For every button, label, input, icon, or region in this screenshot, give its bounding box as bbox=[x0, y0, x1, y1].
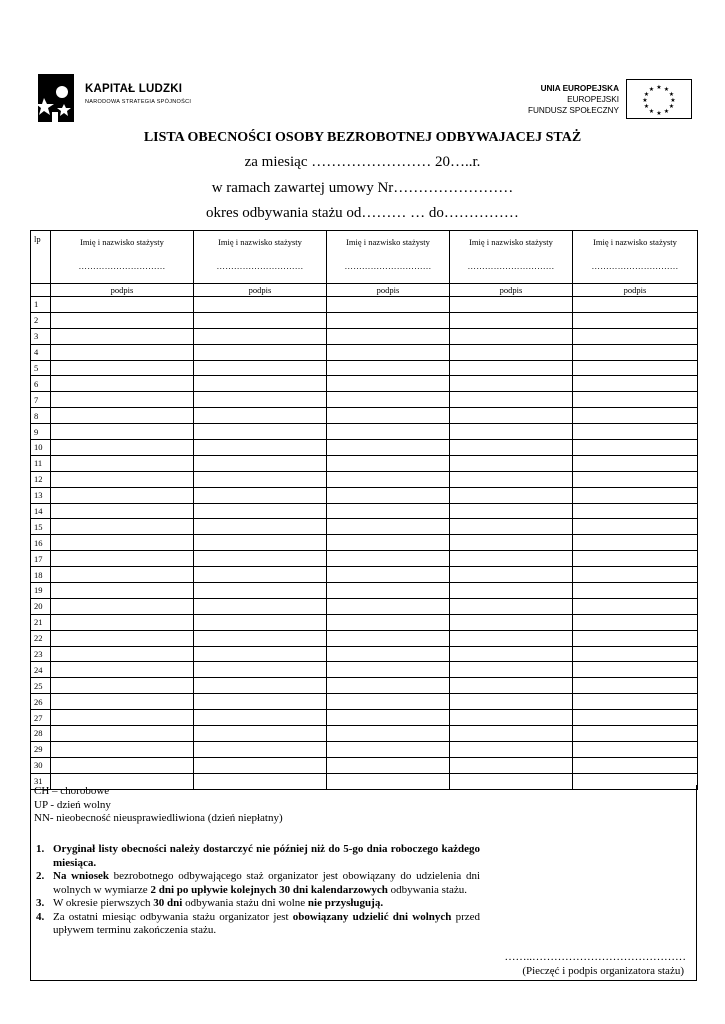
signature-cell[interactable] bbox=[450, 583, 573, 599]
signature-cell[interactable] bbox=[327, 726, 450, 742]
day-number: 23 bbox=[31, 646, 51, 662]
note-item bbox=[34, 897, 480, 911]
day-number: 10 bbox=[31, 440, 51, 456]
signature-cell[interactable] bbox=[194, 440, 327, 456]
footer-box bbox=[30, 785, 697, 981]
table-row bbox=[31, 757, 698, 773]
signature-cell[interactable] bbox=[194, 598, 327, 614]
signature-cell[interactable] bbox=[450, 757, 573, 773]
signature-cell[interactable] bbox=[573, 455, 698, 471]
note-text: przed upływem terminu zakończenia stażu. bbox=[53, 910, 480, 936]
signature-cell[interactable] bbox=[450, 678, 573, 694]
name-label: Imię i nazwisko stażysty bbox=[593, 237, 677, 247]
day-number: 27 bbox=[31, 710, 51, 726]
note-number: 2. bbox=[36, 870, 45, 882]
eu-logo bbox=[514, 79, 692, 119]
signature-cell[interactable] bbox=[194, 710, 327, 726]
note-text: obowiązany udzielić dni wolnych bbox=[292, 910, 452, 923]
signature-cell[interactable] bbox=[573, 503, 698, 519]
signature-cell[interactable] bbox=[573, 646, 698, 662]
svg-text:★: ★ bbox=[643, 91, 650, 98]
signature-cell[interactable] bbox=[573, 424, 698, 440]
signature-cell[interactable] bbox=[194, 328, 327, 344]
signature-cell[interactable] bbox=[51, 424, 194, 440]
signature-cell[interactable] bbox=[194, 376, 327, 392]
signature-cell[interactable] bbox=[450, 487, 573, 503]
signature-cell[interactable] bbox=[194, 646, 327, 662]
table-row bbox=[31, 487, 698, 503]
table-row bbox=[31, 646, 698, 662]
signature-cell[interactable] bbox=[573, 567, 698, 583]
signature-cell[interactable] bbox=[194, 726, 327, 742]
lp-header: lp bbox=[31, 231, 51, 284]
note-text: odbywania stażu. bbox=[387, 883, 468, 896]
name-label: Imię i nazwisko stażysty bbox=[469, 237, 553, 247]
signature-cell[interactable] bbox=[51, 614, 194, 630]
signature-cell[interactable] bbox=[450, 535, 573, 551]
signature-cell[interactable] bbox=[573, 471, 698, 487]
signature-cell[interactable] bbox=[573, 726, 698, 742]
svg-text:★: ★ bbox=[656, 110, 662, 117]
signature-cell[interactable] bbox=[327, 757, 450, 773]
signature-cell[interactable] bbox=[573, 551, 698, 567]
table-row bbox=[31, 392, 698, 408]
signature-cell[interactable] bbox=[51, 455, 194, 471]
signature-cell[interactable] bbox=[51, 598, 194, 614]
table-row bbox=[31, 630, 698, 646]
table-row bbox=[31, 583, 698, 599]
signature-cell[interactable] bbox=[51, 583, 194, 599]
signature-cell[interactable] bbox=[450, 455, 573, 471]
table-row bbox=[31, 440, 698, 456]
signature-cell[interactable] bbox=[327, 376, 450, 392]
day-number: 20 bbox=[31, 598, 51, 614]
document-title: LISTA OBECNOŚCI OSOBY BEZROBOTNEJ ODBYWAJACEJ STAŻ bbox=[143, 130, 582, 145]
legend-item: UP - dzień wolny bbox=[34, 798, 111, 811]
signature-cell[interactable] bbox=[194, 471, 327, 487]
signature-cell[interactable] bbox=[51, 519, 194, 535]
signature-cell[interactable] bbox=[327, 440, 450, 456]
table-row bbox=[31, 376, 698, 392]
signature-cell[interactable] bbox=[51, 726, 194, 742]
signature-cell[interactable] bbox=[327, 392, 450, 408]
table-row bbox=[31, 567, 698, 583]
signature-header-row bbox=[31, 284, 698, 297]
svg-text:★: ★ bbox=[643, 103, 650, 110]
name-dots: ………………………… bbox=[78, 261, 166, 271]
month-line: za miesiąc …………………… 20…..r. bbox=[244, 154, 481, 170]
day-number: 15 bbox=[31, 519, 51, 535]
signature-cell[interactable] bbox=[450, 741, 573, 757]
signature-cell[interactable] bbox=[327, 519, 450, 535]
signature-cell[interactable] bbox=[327, 630, 450, 646]
signature-cell[interactable] bbox=[51, 471, 194, 487]
note-text: 30 dni bbox=[153, 897, 183, 909]
table-row bbox=[31, 344, 698, 360]
table-row bbox=[31, 694, 698, 710]
note-text: nie przysługują. bbox=[307, 897, 384, 909]
signature-cell[interactable] bbox=[573, 710, 698, 726]
signature-cell[interactable] bbox=[327, 503, 450, 519]
signature-cell[interactable] bbox=[573, 583, 698, 599]
note-item bbox=[34, 870, 480, 897]
signature-cell[interactable] bbox=[573, 678, 698, 694]
signature-cell[interactable] bbox=[450, 344, 573, 360]
day-number: 5 bbox=[31, 360, 51, 376]
podpis-header: podpis bbox=[573, 284, 698, 297]
signature-cell[interactable] bbox=[573, 297, 698, 313]
lp-sub-cell bbox=[31, 284, 51, 297]
signature-cell[interactable] bbox=[194, 583, 327, 599]
name-dots: ………………………… bbox=[344, 261, 432, 271]
table-row bbox=[31, 471, 698, 487]
table-row bbox=[31, 503, 698, 519]
note-item bbox=[34, 843, 480, 870]
day-number: 18 bbox=[31, 567, 51, 583]
day-number: 7 bbox=[31, 392, 51, 408]
signature-cell[interactable] bbox=[51, 312, 194, 328]
signature-cell[interactable] bbox=[51, 741, 194, 757]
table-row bbox=[31, 741, 698, 757]
signature-cell[interactable] bbox=[450, 551, 573, 567]
signature-cell[interactable] bbox=[327, 360, 450, 376]
signature-cell[interactable] bbox=[573, 376, 698, 392]
signature-cell[interactable] bbox=[450, 646, 573, 662]
signature-cell[interactable] bbox=[450, 297, 573, 313]
podpis-header: podpis bbox=[194, 284, 327, 297]
name-dots: ………………………… bbox=[467, 261, 555, 271]
note-number: 1. bbox=[36, 843, 45, 855]
name-dots: ………………………… bbox=[591, 261, 679, 271]
signature-cell[interactable] bbox=[194, 424, 327, 440]
signature-cell[interactable] bbox=[51, 757, 194, 773]
signature-cell[interactable] bbox=[450, 424, 573, 440]
table-row bbox=[31, 328, 698, 344]
signature-cell[interactable] bbox=[573, 694, 698, 710]
name-label: Imię i nazwisko stażysty bbox=[218, 237, 302, 247]
signature-cell[interactable] bbox=[51, 360, 194, 376]
svg-text:★: ★ bbox=[656, 84, 662, 91]
signature-cell[interactable] bbox=[327, 598, 450, 614]
signature-cell[interactable] bbox=[51, 408, 194, 424]
signature-cell[interactable] bbox=[327, 694, 450, 710]
signature-cell[interactable] bbox=[51, 630, 194, 646]
signature-cell[interactable] bbox=[51, 646, 194, 662]
table-row bbox=[31, 710, 698, 726]
signature-cell[interactable] bbox=[327, 535, 450, 551]
signature-cell[interactable] bbox=[450, 726, 573, 742]
day-number: 2 bbox=[31, 312, 51, 328]
signature-cell[interactable] bbox=[327, 424, 450, 440]
day-number: 14 bbox=[31, 503, 51, 519]
signature-cell[interactable] bbox=[194, 503, 327, 519]
table-row bbox=[31, 424, 698, 440]
signature-cell[interactable] bbox=[51, 710, 194, 726]
attendance-table bbox=[30, 230, 698, 790]
table-row bbox=[31, 455, 698, 471]
signature-cell[interactable] bbox=[194, 551, 327, 567]
svg-text:★: ★ bbox=[668, 103, 675, 110]
day-number: 11 bbox=[31, 455, 51, 471]
signature-cell[interactable] bbox=[327, 614, 450, 630]
signature-cell[interactable] bbox=[450, 440, 573, 456]
day-number: 24 bbox=[31, 662, 51, 678]
name-label: Imię i nazwisko stażysty bbox=[80, 237, 164, 247]
signature-line: ……..…………………………………… bbox=[504, 951, 686, 963]
signature-cell[interactable] bbox=[51, 328, 194, 344]
day-number: 25 bbox=[31, 678, 51, 694]
signature-cell[interactable] bbox=[51, 297, 194, 313]
signature-label: (Pieczęć i podpis organizatora stażu) bbox=[522, 965, 684, 977]
eu-line-2: EUROPEJSKI bbox=[567, 95, 619, 104]
signature-cell[interactable] bbox=[327, 297, 450, 313]
signature-cell[interactable] bbox=[194, 757, 327, 773]
note-text: 2 dni po upływie kolejnych 30 dni kalendarzowych bbox=[150, 883, 388, 896]
signature-cell[interactable] bbox=[194, 360, 327, 376]
note-text: Oryginał listy obecności należy dostarczyć nie później niż do 5-go dnia roboczego każdego miesiąca. bbox=[53, 843, 480, 869]
podpis-header: podpis bbox=[51, 284, 194, 297]
eu-text bbox=[528, 83, 619, 116]
signature-cell[interactable] bbox=[450, 630, 573, 646]
signature-cell[interactable] bbox=[327, 487, 450, 503]
signature-cell[interactable] bbox=[51, 551, 194, 567]
signature-cell[interactable] bbox=[573, 392, 698, 408]
table-row bbox=[31, 297, 698, 313]
table-row bbox=[31, 519, 698, 535]
signature-cell[interactable] bbox=[573, 440, 698, 456]
kapital-ludzki-subtitle: NARODOWA STRATEGIA SPÓJNOŚCI bbox=[85, 99, 192, 105]
signature-cell[interactable] bbox=[450, 567, 573, 583]
signature-cell[interactable] bbox=[573, 662, 698, 678]
signature-cell[interactable] bbox=[51, 376, 194, 392]
signature-cell[interactable] bbox=[194, 662, 327, 678]
signature-cell[interactable] bbox=[573, 408, 698, 424]
signature-cell[interactable] bbox=[573, 741, 698, 757]
eu-line-1: UNIA EUROPEJSKA bbox=[540, 84, 619, 93]
day-number: 21 bbox=[31, 614, 51, 630]
day-number: 16 bbox=[31, 535, 51, 551]
day-number: 22 bbox=[31, 630, 51, 646]
day-number: 3 bbox=[31, 328, 51, 344]
signature-cell[interactable] bbox=[450, 471, 573, 487]
name-label: Imię i nazwisko stażysty bbox=[346, 237, 430, 247]
eu-line-3: FUNDUSZ SPOŁECZNY bbox=[528, 106, 619, 115]
period-line: okres odbywania stażu od……… … do…………… bbox=[206, 205, 519, 221]
svg-text:★: ★ bbox=[648, 108, 655, 115]
eu-flag-icon bbox=[626, 79, 692, 119]
day-number: 29 bbox=[31, 741, 51, 757]
signature-cell[interactable] bbox=[573, 487, 698, 503]
signature-cell[interactable] bbox=[327, 678, 450, 694]
signature-cell[interactable] bbox=[450, 360, 573, 376]
signature-cell[interactable] bbox=[51, 344, 194, 360]
table-row bbox=[31, 598, 698, 614]
signature-cell[interactable] bbox=[194, 392, 327, 408]
signature-cell[interactable] bbox=[51, 535, 194, 551]
signature-cell[interactable] bbox=[450, 598, 573, 614]
day-number: 1 bbox=[31, 297, 51, 313]
signature-cell[interactable] bbox=[194, 614, 327, 630]
signature-cell[interactable] bbox=[51, 662, 194, 678]
signature-cell[interactable] bbox=[194, 297, 327, 313]
table-row bbox=[31, 312, 698, 328]
note-number: 4. bbox=[36, 910, 45, 923]
signature-cell[interactable] bbox=[51, 503, 194, 519]
signature-cell[interactable] bbox=[573, 519, 698, 535]
signature-cell[interactable] bbox=[450, 408, 573, 424]
signature-cell[interactable] bbox=[327, 408, 450, 424]
legend bbox=[34, 785, 283, 826]
signature-cell[interactable] bbox=[450, 614, 573, 630]
name-header-2 bbox=[194, 231, 327, 284]
signature-cell[interactable] bbox=[194, 678, 327, 694]
signature-cell[interactable] bbox=[450, 694, 573, 710]
svg-text:★: ★ bbox=[668, 91, 675, 98]
signature-cell[interactable] bbox=[194, 567, 327, 583]
signature-cell[interactable] bbox=[327, 710, 450, 726]
table-row bbox=[31, 678, 698, 694]
note-text: odbywania stażu dni wolne bbox=[182, 897, 308, 909]
svg-text:★: ★ bbox=[670, 97, 676, 104]
legend-item: CH – chorobowe bbox=[34, 785, 110, 797]
day-number: 28 bbox=[31, 726, 51, 742]
signature-cell[interactable] bbox=[327, 328, 450, 344]
signature-cell[interactable] bbox=[327, 551, 450, 567]
svg-text:★: ★ bbox=[663, 108, 670, 115]
signature-cell[interactable] bbox=[450, 710, 573, 726]
note-number: 3. bbox=[36, 897, 45, 909]
day-number: 6 bbox=[31, 376, 51, 392]
signature-cell[interactable] bbox=[194, 408, 327, 424]
signature-cell[interactable] bbox=[450, 662, 573, 678]
signature-cell[interactable] bbox=[194, 630, 327, 646]
signature-cell[interactable] bbox=[450, 519, 573, 535]
table-row bbox=[31, 360, 698, 376]
signature-cell[interactable] bbox=[327, 312, 450, 328]
table-row bbox=[31, 614, 698, 630]
signature-cell[interactable] bbox=[450, 312, 573, 328]
table-row bbox=[31, 726, 698, 742]
signature-cell[interactable] bbox=[573, 328, 698, 344]
note-text: bezrobotnego odbywającego staż organizator jest obowiązany do udzielenia dni wolnych w wymiarze bbox=[53, 870, 481, 896]
legend-item: NN- nieobecność nieusprawiedliwiona (dzień niepłatny) bbox=[34, 812, 283, 824]
signature-cell[interactable] bbox=[327, 567, 450, 583]
signature-cell[interactable] bbox=[194, 344, 327, 360]
name-header-1 bbox=[51, 231, 194, 284]
signature-cell[interactable] bbox=[194, 741, 327, 757]
note-item bbox=[34, 911, 480, 938]
signature-cell[interactable] bbox=[51, 487, 194, 503]
signature-cell[interactable] bbox=[573, 630, 698, 646]
signature-cell[interactable] bbox=[573, 757, 698, 773]
signature-cell[interactable] bbox=[194, 455, 327, 471]
day-number: 4 bbox=[31, 344, 51, 360]
signature-cell[interactable] bbox=[51, 392, 194, 408]
signature-cell[interactable] bbox=[327, 344, 450, 360]
signature-cell[interactable] bbox=[327, 583, 450, 599]
signature-cell[interactable] bbox=[327, 455, 450, 471]
signature-cell[interactable] bbox=[327, 662, 450, 678]
signature-cell[interactable] bbox=[51, 694, 194, 710]
kapital-ludzki-emblem-icon bbox=[38, 74, 82, 124]
kapital-ludzki-title: KAPITAŁ LUDZKI bbox=[85, 83, 183, 95]
table-row bbox=[31, 408, 698, 424]
day-number: 19 bbox=[31, 583, 51, 599]
signature-cell[interactable] bbox=[194, 487, 327, 503]
signature-cell[interactable] bbox=[573, 312, 698, 328]
day-number: 17 bbox=[31, 551, 51, 567]
header-row bbox=[31, 231, 698, 284]
podpis-header: podpis bbox=[327, 284, 450, 297]
signature-cell[interactable] bbox=[573, 598, 698, 614]
signature-cell[interactable] bbox=[327, 471, 450, 487]
signature-cell[interactable] bbox=[51, 567, 194, 583]
day-number: 26 bbox=[31, 694, 51, 710]
signature-cell[interactable] bbox=[194, 535, 327, 551]
signature-cell[interactable] bbox=[573, 344, 698, 360]
kapital-ludzki-logo bbox=[38, 74, 218, 124]
signature-cell[interactable] bbox=[573, 614, 698, 630]
signature-cell[interactable] bbox=[194, 312, 327, 328]
day-number: 30 bbox=[31, 757, 51, 773]
day-number: 31 bbox=[31, 773, 51, 789]
note-text: Za ostatni miesiąc odbywania stażu organizator jest bbox=[53, 910, 293, 923]
name-header-5 bbox=[573, 231, 698, 284]
notes-list bbox=[34, 843, 480, 938]
signature-cell[interactable] bbox=[327, 741, 450, 757]
day-number: 13 bbox=[31, 487, 51, 503]
signature-cell[interactable] bbox=[450, 376, 573, 392]
day-number: 9 bbox=[31, 424, 51, 440]
table-row bbox=[31, 551, 698, 567]
contract-line: w ramach zawartej umowy Nr…………………… bbox=[211, 180, 514, 196]
signature-cell[interactable] bbox=[327, 646, 450, 662]
day-number: 12 bbox=[31, 471, 51, 487]
note-text: Na wniosek bbox=[53, 870, 110, 882]
signature-cell[interactable] bbox=[450, 328, 573, 344]
svg-text:★: ★ bbox=[663, 86, 670, 93]
signature-cell[interactable] bbox=[51, 678, 194, 694]
day-number: 8 bbox=[31, 408, 51, 424]
name-header-3 bbox=[327, 231, 450, 284]
signature-cell[interactable] bbox=[450, 392, 573, 408]
podpis-header: podpis bbox=[450, 284, 573, 297]
signature-cell[interactable] bbox=[573, 535, 698, 551]
name-dots: ………………………… bbox=[216, 261, 304, 271]
signature-cell[interactable] bbox=[194, 519, 327, 535]
name-header-4 bbox=[450, 231, 573, 284]
svg-text:★: ★ bbox=[642, 97, 648, 104]
table-row bbox=[31, 662, 698, 678]
svg-text:★: ★ bbox=[648, 86, 655, 93]
signature-cell[interactable] bbox=[194, 694, 327, 710]
signature-cell[interactable] bbox=[51, 440, 194, 456]
signature-cell[interactable] bbox=[573, 360, 698, 376]
signature-cell[interactable] bbox=[450, 503, 573, 519]
note-text: W okresie pierwszych bbox=[53, 897, 154, 909]
table-row bbox=[31, 535, 698, 551]
